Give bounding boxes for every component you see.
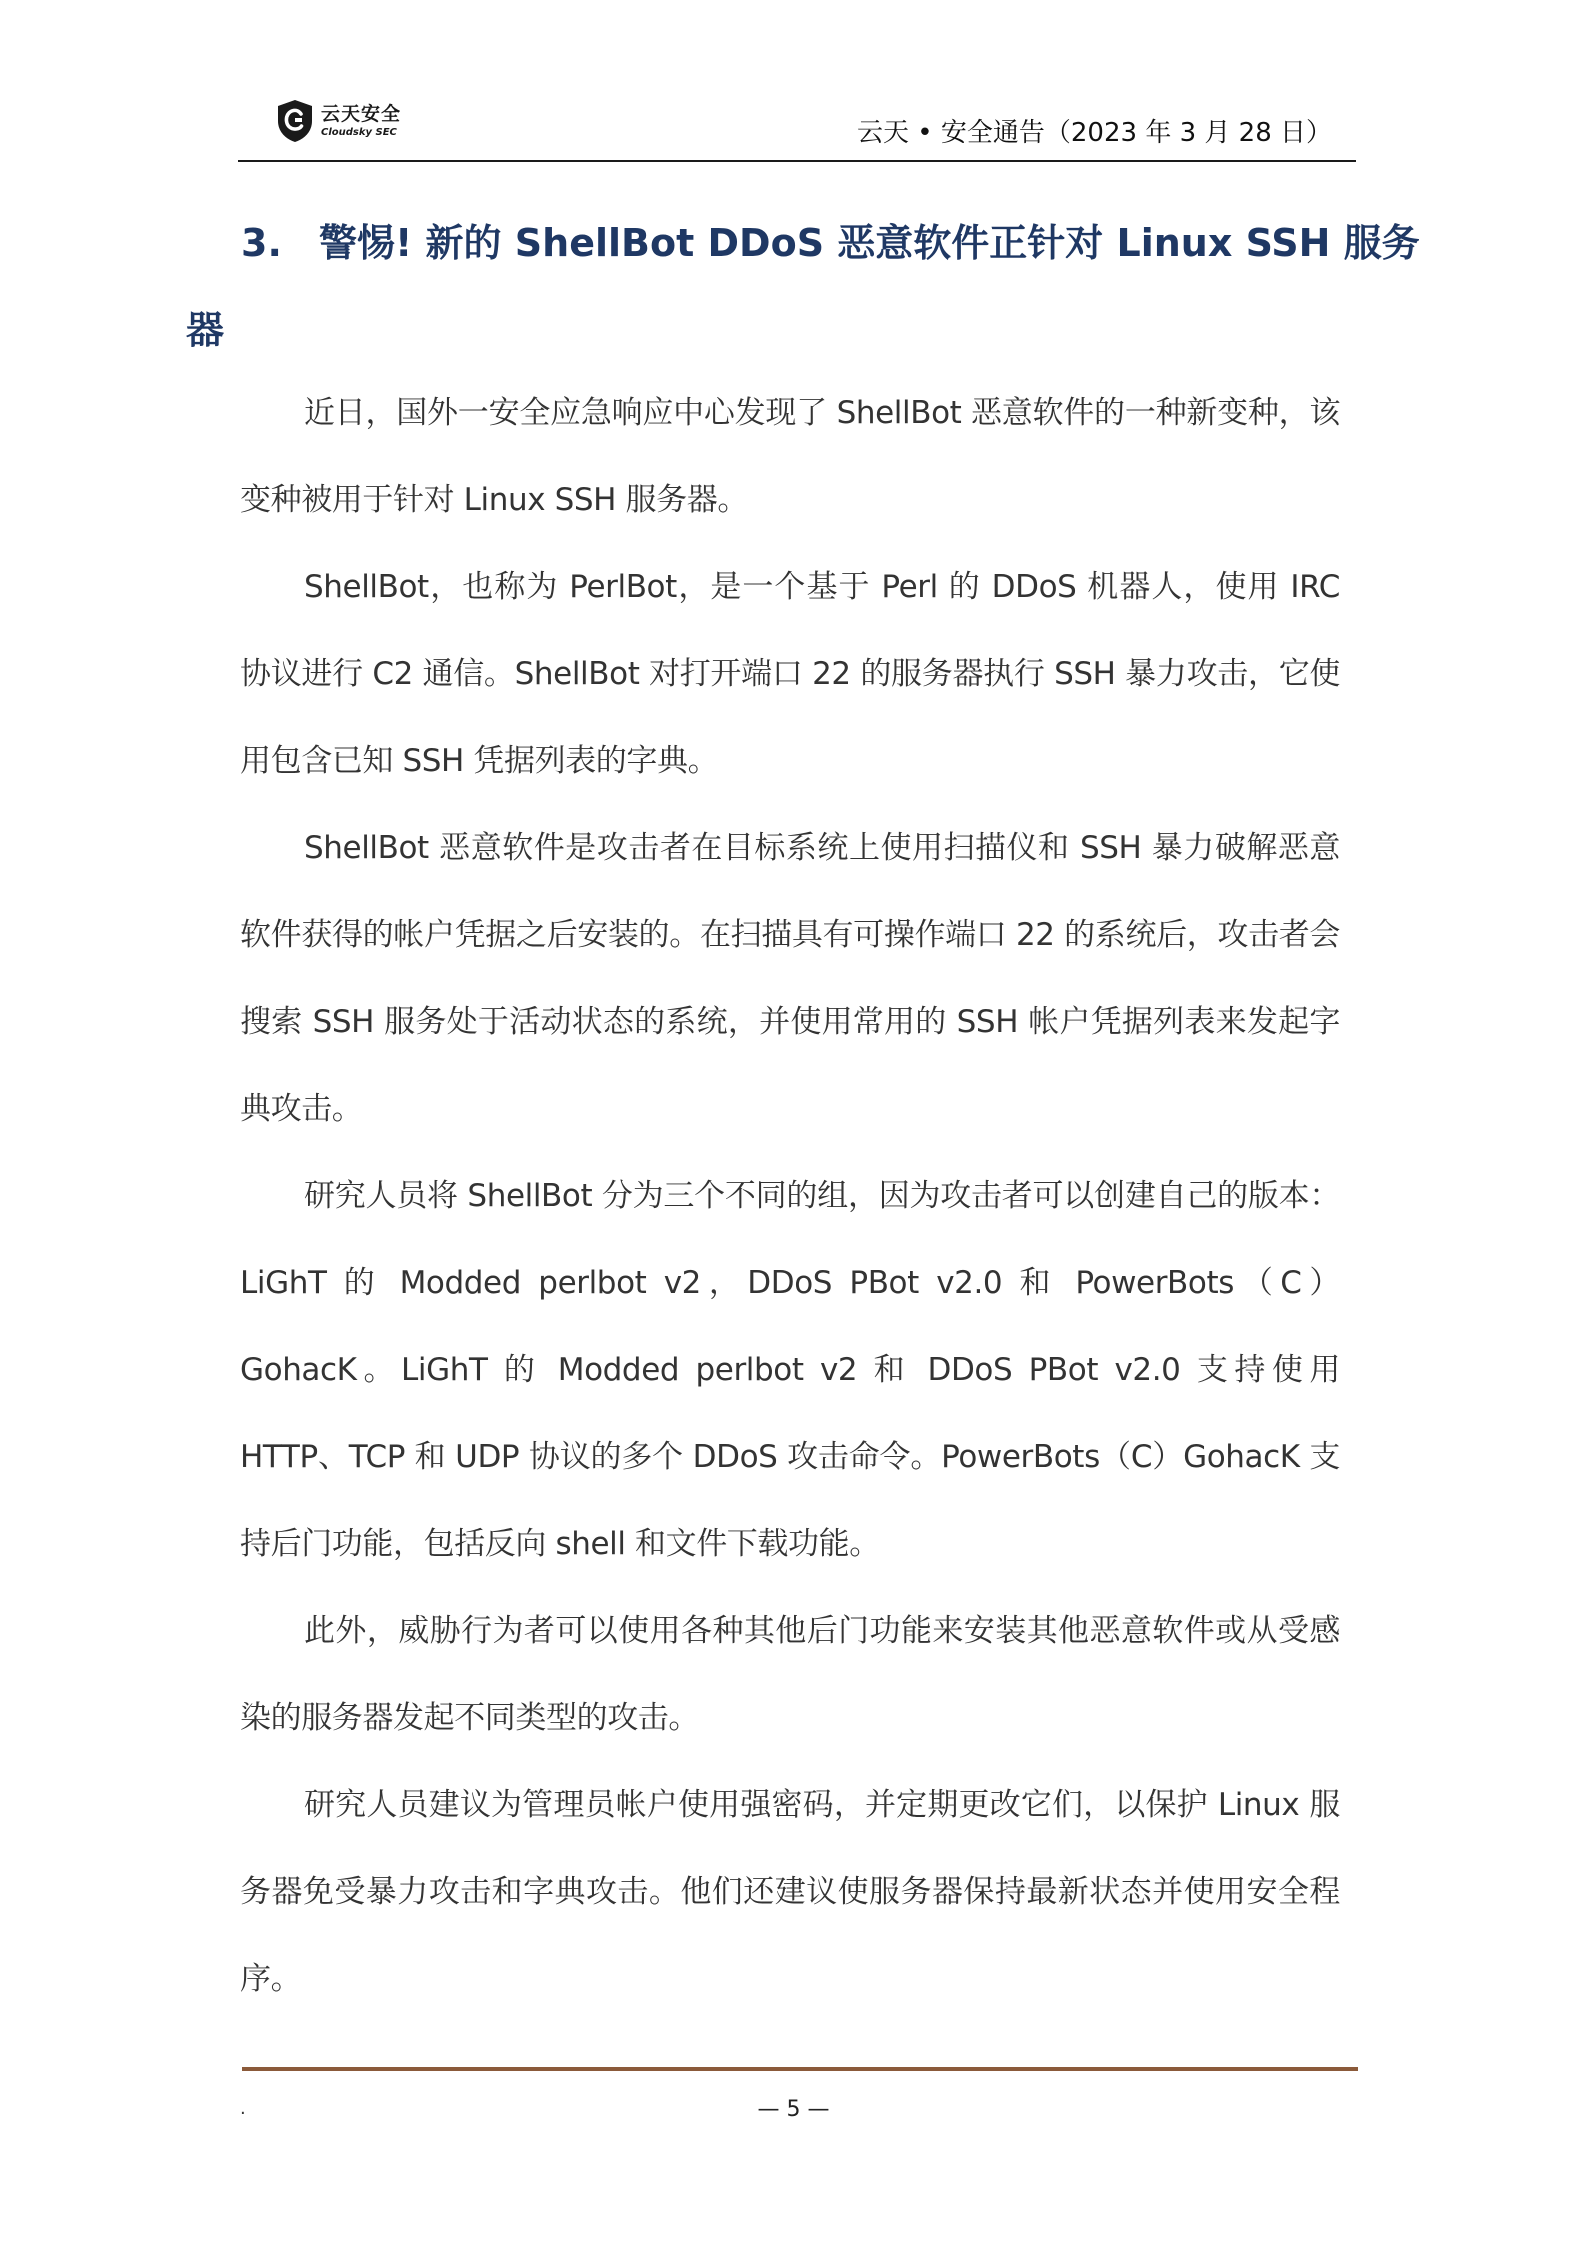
article-title: [186, 200, 1420, 374]
footer-dot: .: [240, 2098, 246, 2119]
article-title-line2: 器: [186, 308, 225, 352]
footer-divider: [242, 2067, 1358, 2071]
company-logo: [276, 98, 401, 144]
article-body: [240, 370, 1340, 2023]
article-title-line1: 警惕! 新的 ShellBot DDoS 恶意软件正针对 Linux SSH 服务: [319, 221, 1420, 265]
logo-chinese-text: 云天安全: [321, 102, 402, 125]
body-paragraph: 此外，威胁行为者可以使用各种其他后门功能来安装其他恶意软件或从受感染的服务器发起不同类型的攻击。: [240, 1613, 1340, 1736]
article-number: 3.: [241, 221, 282, 265]
body-paragraph: 研究人员建议为管理员帐户使用强密码，并定期更改它们，以保护 Linux 服务器免受暴力攻击和字典攻击。他们还建议使服务器保持最新状态并使用安全程序。: [240, 1787, 1340, 1997]
body-paragraph: ShellBot 恶意软件是攻击者在目标系统上使用扫描仪和 SSH 暴力破解恶意软件获得的帐户凭据之后安装的。在扫描具有可操作端口 22 的系统后，攻击者会搜索 SSH 服务处于活动状态的系统，并使用常用的 SSH 帐户凭据列表来发起字典攻击。: [240, 830, 1340, 1127]
body-paragraph: ShellBot，也称为 PerlBot，是一个基于 Perl 的 DDoS 机器人，使用 IRC 协议进行 C2 通信。ShellBot 对打开端口 22 的服务器执行 SSH 暴力攻击，它使用包含已知 SSH 凭据列表的字典。: [240, 569, 1340, 779]
body-paragraph: 近日，国外一安全应急响应中心发现了 ShellBot 恶意软件的一种新变种，该变种被用于针对 Linux SSH 服务器。: [240, 395, 1340, 518]
bulletin-date-label: 云天 • 安全通告（2023 年 3 月 28 日）: [857, 118, 1332, 148]
shield-logo-icon: [276, 99, 314, 143]
page-number: — 5 —: [757, 2097, 830, 2122]
logo-english-text: Cloudsky SEC: [321, 126, 397, 138]
body-paragraph: 研究人员将 ShellBot 分为三个不同的组，因为攻击者可以创建自己的版本：LiGhT 的 Modded perlbot v2，DDoS PBot v2.0 和 PowerBots（C）GohacK。LiGhT 的 Modded perlbot v2 和 DDoS PBot v2.0 支持使用 HTTP、TCP 和 UDP 协议的多个 DDoS 攻击命令。PowerBots（C）GohacK 支持后门功能，包括反向 shell 和文件下载功能。: [240, 1178, 1340, 1562]
page-header: [238, 96, 1356, 162]
